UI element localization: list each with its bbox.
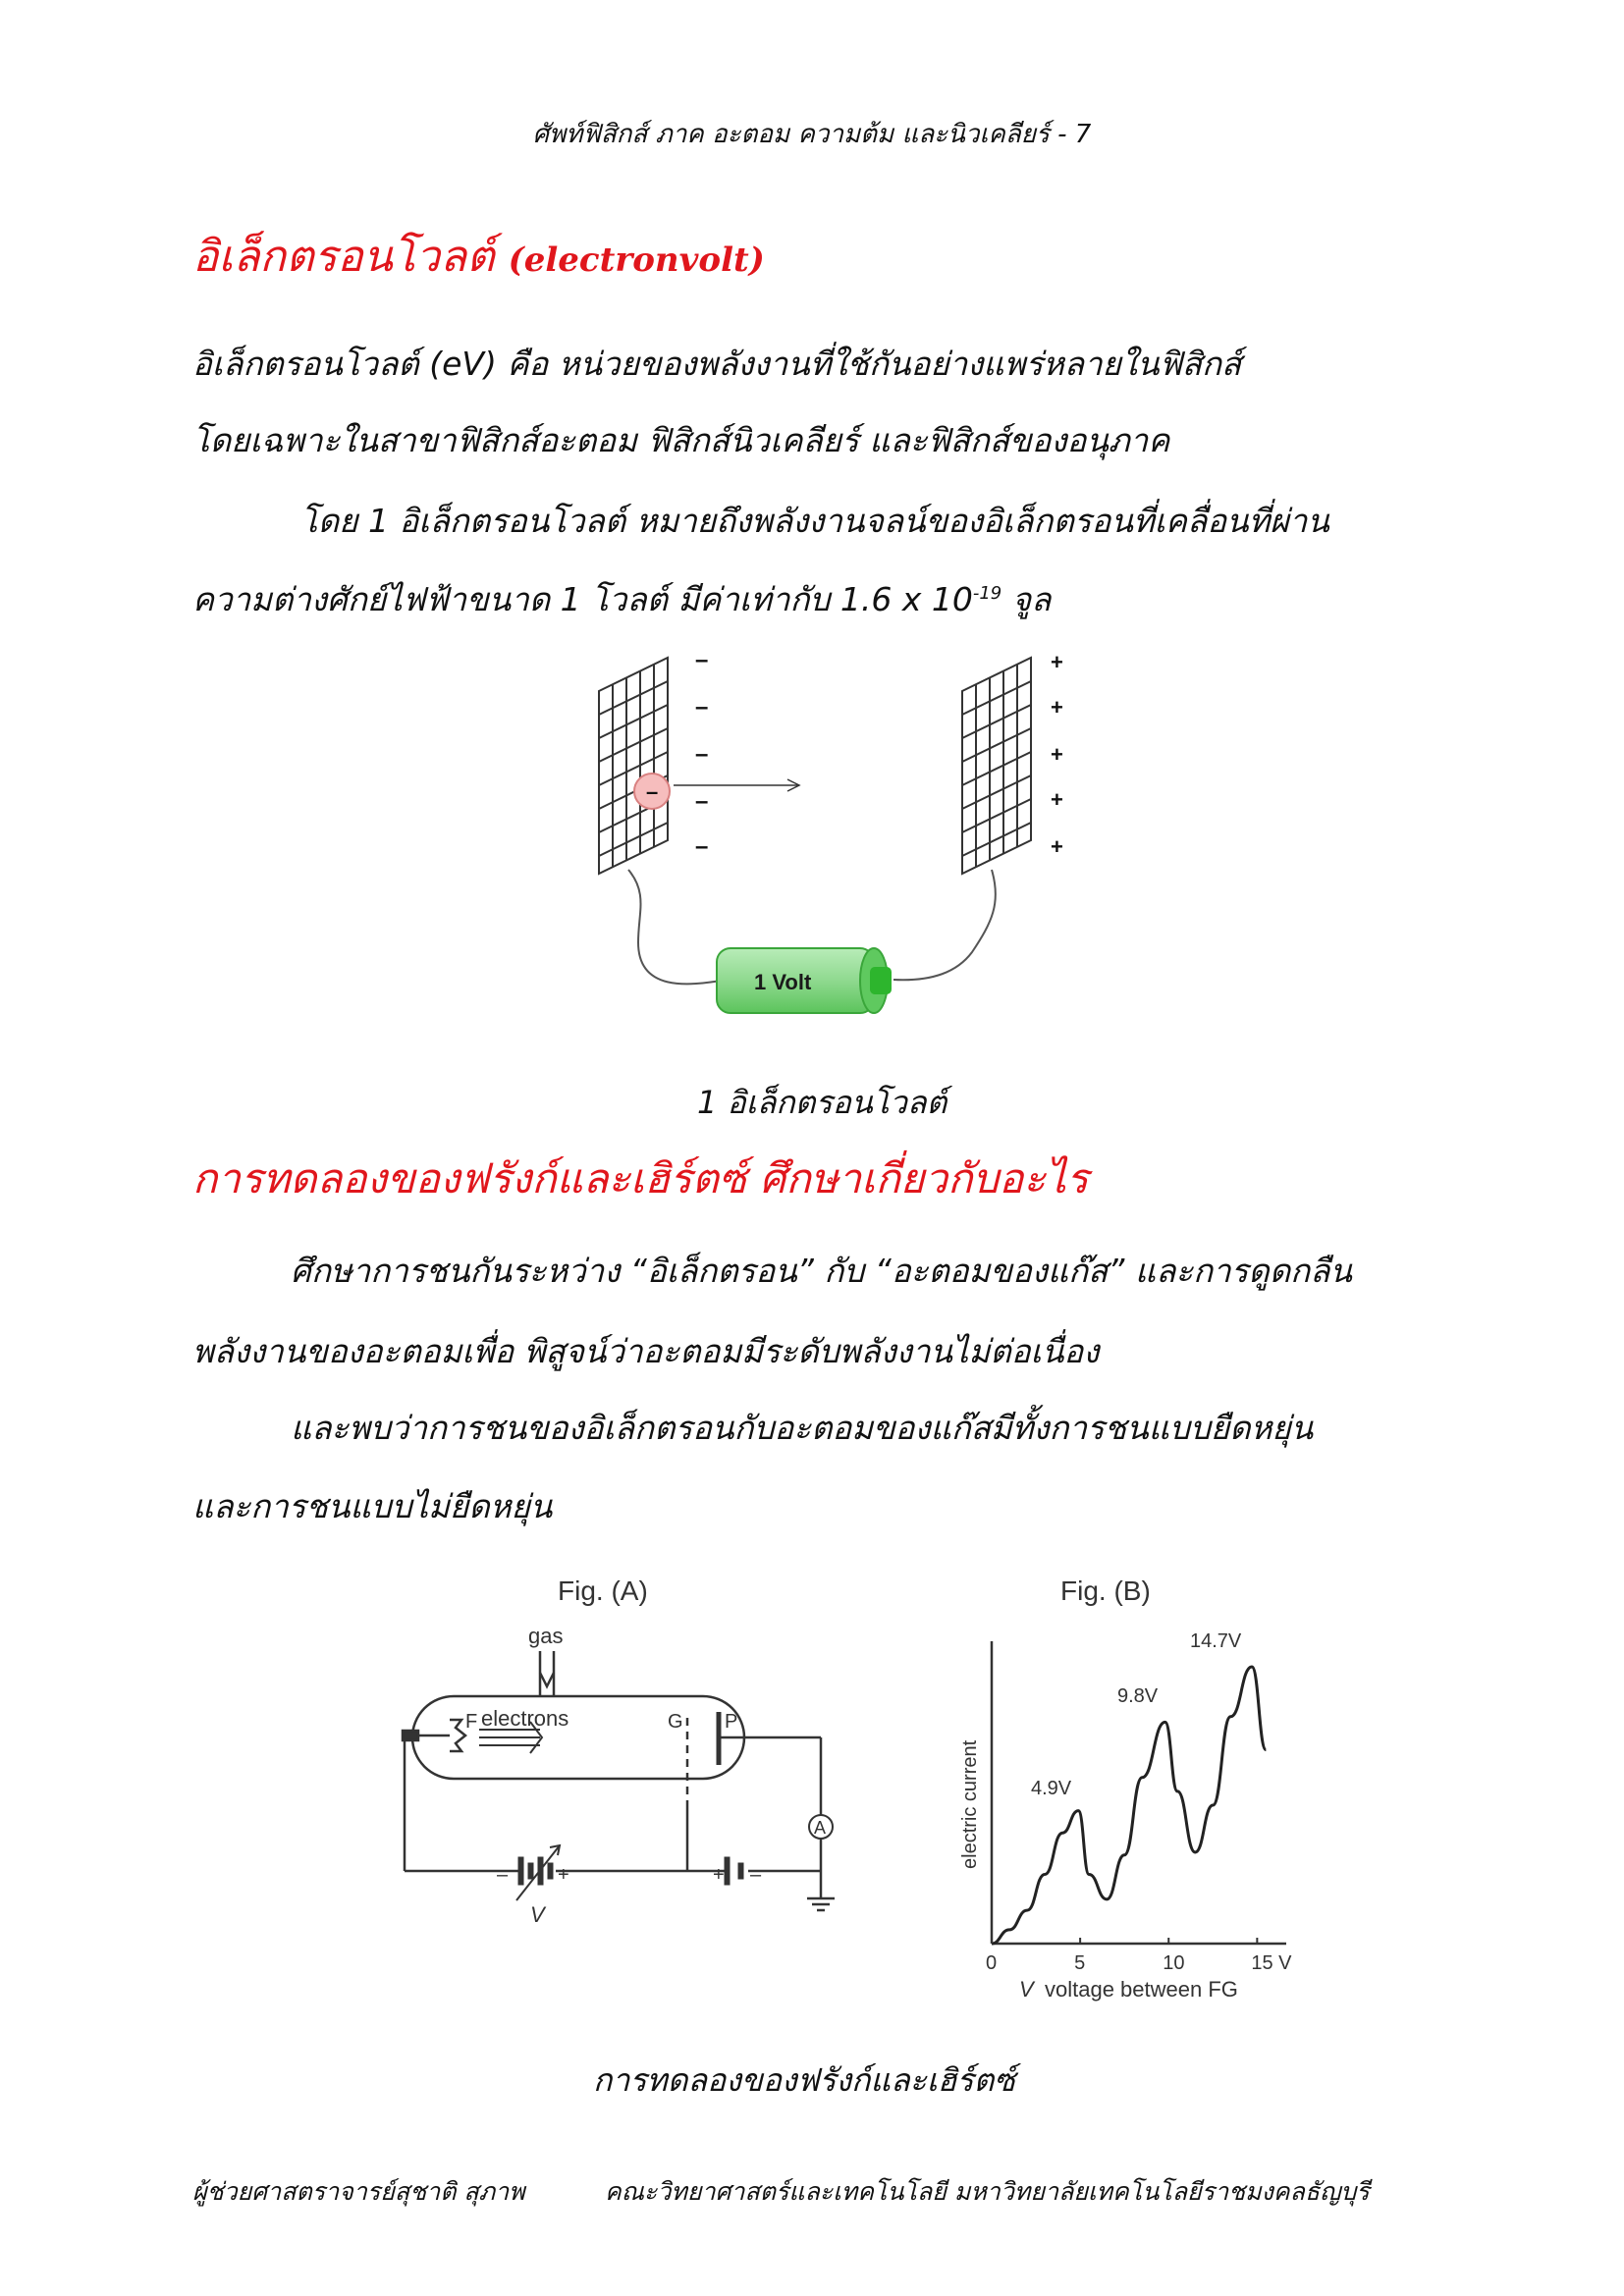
figure-caption: การทดลองของฟรังก์และเฮิร์ตซ์: [593, 2061, 1015, 2099]
ammeter-label: A: [814, 1818, 827, 1838]
electron-sign: –: [646, 779, 659, 804]
equation-exponent: -19: [972, 583, 1002, 604]
minus-sign: –: [695, 741, 709, 768]
title-thai: อิเล็กตรอนโวลต์: [192, 232, 495, 282]
equation-text: ความต่างศักย์ไฟฟ้าขนาด 1 โวลต์ มีค่าเท่ากับ 1.6 x 10: [192, 580, 973, 618]
x-tick-label: 10: [1163, 1952, 1185, 1974]
paragraph-line: [192, 573, 1051, 625]
paragraph-line: โดยเฉพาะในสาขาฟิสิกส์อะตอม ฟิสิกส์นิวเคลียร์ และฟิสิกส์ของอนุภาค: [192, 421, 1170, 459]
battery: [717, 948, 892, 1013]
plus-sign: +: [1051, 650, 1063, 674]
x-tick-label: 5: [1074, 1952, 1086, 1974]
plus-sign: +: [1051, 834, 1063, 859]
battery-label: 1 Volt: [754, 970, 812, 994]
arrow-icon: [674, 779, 799, 791]
minus-sign: –: [695, 694, 709, 721]
x-tick-label: 15 V: [1251, 1952, 1292, 1974]
positive-plate: [962, 658, 1031, 874]
paragraph-line: พลังงานของอะตอมเพื่อ พิสูจน์ว่าอะตอมมีระดับพลังงานไม่ต่อเนื่อง: [192, 1332, 1100, 1370]
plus-sign: +: [1051, 695, 1063, 720]
electrons-label: electrons: [481, 1706, 569, 1731]
minus-sign: –: [695, 788, 709, 815]
x-axis-label: voltage between FG: [1045, 1977, 1238, 2002]
x-axis-variable: V: [1019, 1977, 1034, 2002]
fig-b-title: Fig. (B): [1060, 1575, 1151, 1606]
grid-label: G: [668, 1711, 683, 1733]
battery-minus: –: [750, 1864, 762, 1886]
battery-plus: +: [558, 1864, 569, 1886]
current-curve: [992, 1667, 1266, 1944]
section-title-electronvolt: [192, 222, 765, 291]
minus-sign: –: [695, 833, 709, 860]
filament-label: F: [465, 1711, 478, 1733]
page-footer: [192, 2172, 1459, 2212]
plate-label: P: [725, 1711, 738, 1733]
voltage-label: V: [530, 1902, 545, 1927]
footer-department: คณะวิทยาศาสตร์และเทคโนโลยี มหาวิทยาลัยเทคโนโลยีราชมงคลธัญบุรี: [605, 2177, 1370, 2206]
gas-label: gas: [528, 1624, 564, 1648]
page-header: ศัพท์ฟิสิกส์ ภาค อะตอม ความต้ม และนิวเคลียร์ - 7: [532, 120, 1092, 149]
peak-label: 4.9V: [1031, 1778, 1072, 1799]
x-tick-label: 0: [986, 1952, 998, 1974]
fig-a-title: Fig. (A): [558, 1575, 648, 1606]
wire: [628, 870, 727, 984]
paragraph-line: อิเล็กตรอนโวลต์ (eV) คือ หน่วยของพลังงานที่ใช้กันอย่างแพร่หลายในฟิสิกส์: [192, 345, 1242, 383]
franck-hertz-current-chart: [933, 1565, 1306, 2016]
footer-author: ผู้ช่วยศาสตราจารย์สุชาติ สุภาพ: [192, 2177, 525, 2206]
plus-sign: +: [1051, 742, 1063, 767]
electronvolt-figure: [579, 648, 1090, 1041]
figure-caption: 1 อิเล็กตรอนโวลต์: [697, 1084, 947, 1121]
title-english: (electronvolt): [508, 240, 765, 280]
battery-minus: –: [497, 1864, 509, 1886]
negative-plate: [599, 658, 668, 874]
paragraph-line: ศึกษาการชนกันระหว่าง “อิเล็กตรอน” กับ “อะตอมของแก๊ส” และการดูดกลืน: [291, 1252, 1352, 1290]
peak-label: 14.7V: [1190, 1630, 1242, 1652]
franck-hertz-apparatus: [383, 1565, 874, 1957]
battery-plus: +: [713, 1864, 725, 1886]
paragraph-line: และการชนแบบไม่ยืดหยุ่น: [192, 1487, 553, 1525]
paragraph-line: และพบว่าการชนของอิเล็กตรอนกับอะตอมของแก๊สมีทั้งการชนแบบยืดหยุ่น: [291, 1409, 1314, 1447]
minus-sign: –: [695, 648, 709, 673]
wire: [893, 870, 996, 980]
plus-sign: +: [1051, 787, 1063, 812]
section-title-franck-hertz: การทดลองของฟรังก์และเฮิร์ตซ์ ศึกษาเกี่ยวกับอะไร: [192, 1154, 1089, 1202]
y-axis-label: electric current: [959, 1739, 981, 1869]
unit-text: จูล: [1001, 580, 1052, 618]
paragraph-line: โดย 1 อิเล็กตรอนโวลต์ หมายถึงพลังงานจลน์ของอิเล็กตรอนที่เคลื่อนที่ผ่าน: [300, 502, 1329, 540]
peak-label: 9.8V: [1117, 1685, 1159, 1707]
